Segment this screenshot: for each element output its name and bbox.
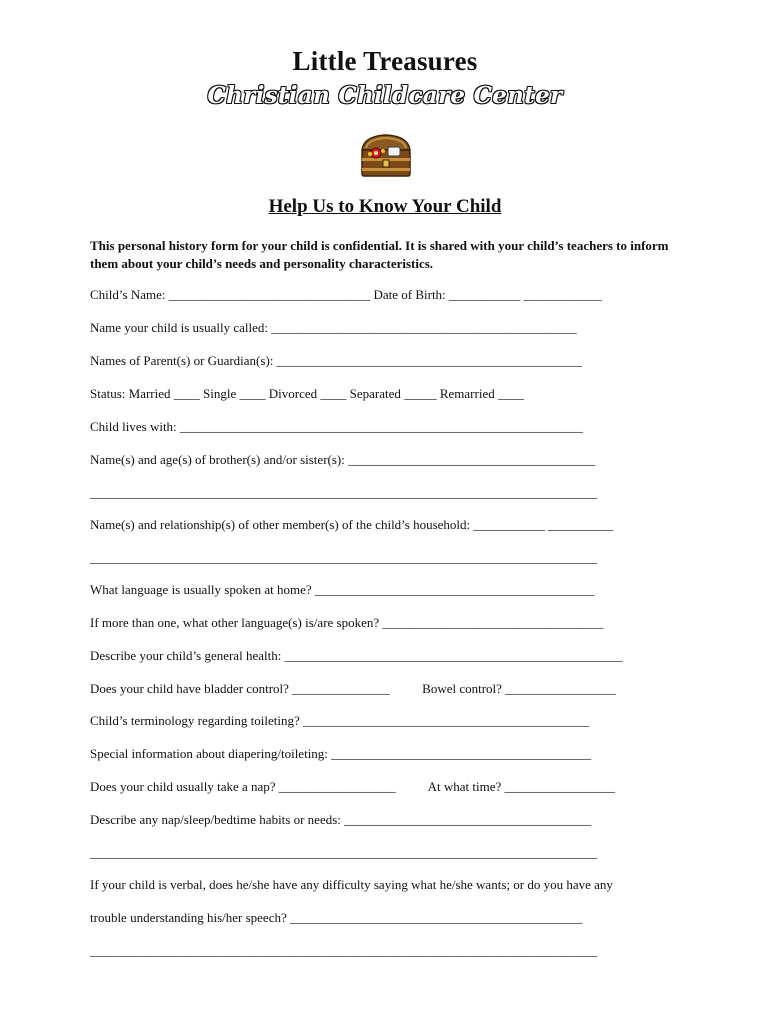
childs-name-field[interactable]: Child’s Name: _______________________________ Date of Birth: ___________ ____________: [90, 287, 602, 302]
center-name: Little Treasures: [292, 46, 478, 76]
bladder-bowel-field[interactable]: Does your child have bladder control? _______________ Bowel control? _________________: [90, 681, 616, 696]
center-subtitle: Christian Childcare Center: [207, 82, 563, 109]
siblings-continued-line[interactable]: ______________________________________________________________________________: [90, 485, 597, 500]
form-intro: This personal history form for your child is confidential. It is shared with your child’s teachers to inform them about your child’s needs and personality characteristics.: [90, 238, 669, 271]
speech-question-text: If your child is verbal, does he/she have any difficulty saying what he/she wants; or do you have any: [90, 877, 613, 892]
sleep-habits-field[interactable]: Describe any nap/sleep/bedtime habits or needs: ______________________________________: [90, 812, 592, 827]
siblings-field[interactable]: Name(s) and age(s) of brother(s) and/or sister(s): ______________________________________: [90, 452, 596, 467]
toileting-terminology-field[interactable]: Child’s terminology regarding toileting? ____________________________________________: [90, 713, 590, 728]
lives-with-field[interactable]: Child lives with: ______________________________________________________________: [90, 419, 583, 434]
treasure-chest-icon: [356, 130, 416, 180]
parents-field[interactable]: Names of Parent(s) or Guardian(s): _______________________________________________: [90, 353, 583, 368]
diapering-info-field[interactable]: Special information about diapering/toileting: ________________________________________: [90, 746, 592, 761]
speech-continued-line[interactable]: ______________________________________________________________________________: [90, 943, 597, 958]
form-heading: Help Us to Know Your Child: [268, 196, 502, 217]
household-continued-line[interactable]: ______________________________________________________________________________: [90, 550, 597, 565]
usual-name-field[interactable]: Name your child is usually called: _______________________________________________: [90, 320, 577, 335]
household-field[interactable]: Name(s) and relationship(s) of other member(s) of the child’s household: ___________ __________: [90, 517, 614, 532]
home-language-field[interactable]: What language is usually spoken at home? ___________________________________________: [90, 582, 595, 597]
sleep-habits-continued-line[interactable]: ______________________________________________________________________________: [90, 845, 597, 860]
speech-understanding-field[interactable]: trouble understanding his/her speech? _____________________________________________: [90, 910, 583, 925]
other-languages-field[interactable]: If more than one, what other language(s) is/are spoken? __________________________________: [90, 615, 604, 630]
nap-field[interactable]: Does your child usually take a nap? __________________ At what time? _________________: [90, 779, 615, 794]
status-field[interactable]: Status: Married ____ Single ____ Divorced ____ Separated _____ Remarried ____: [90, 386, 524, 401]
general-health-field[interactable]: Describe your child’s general health: ____________________________________________________: [90, 648, 623, 663]
